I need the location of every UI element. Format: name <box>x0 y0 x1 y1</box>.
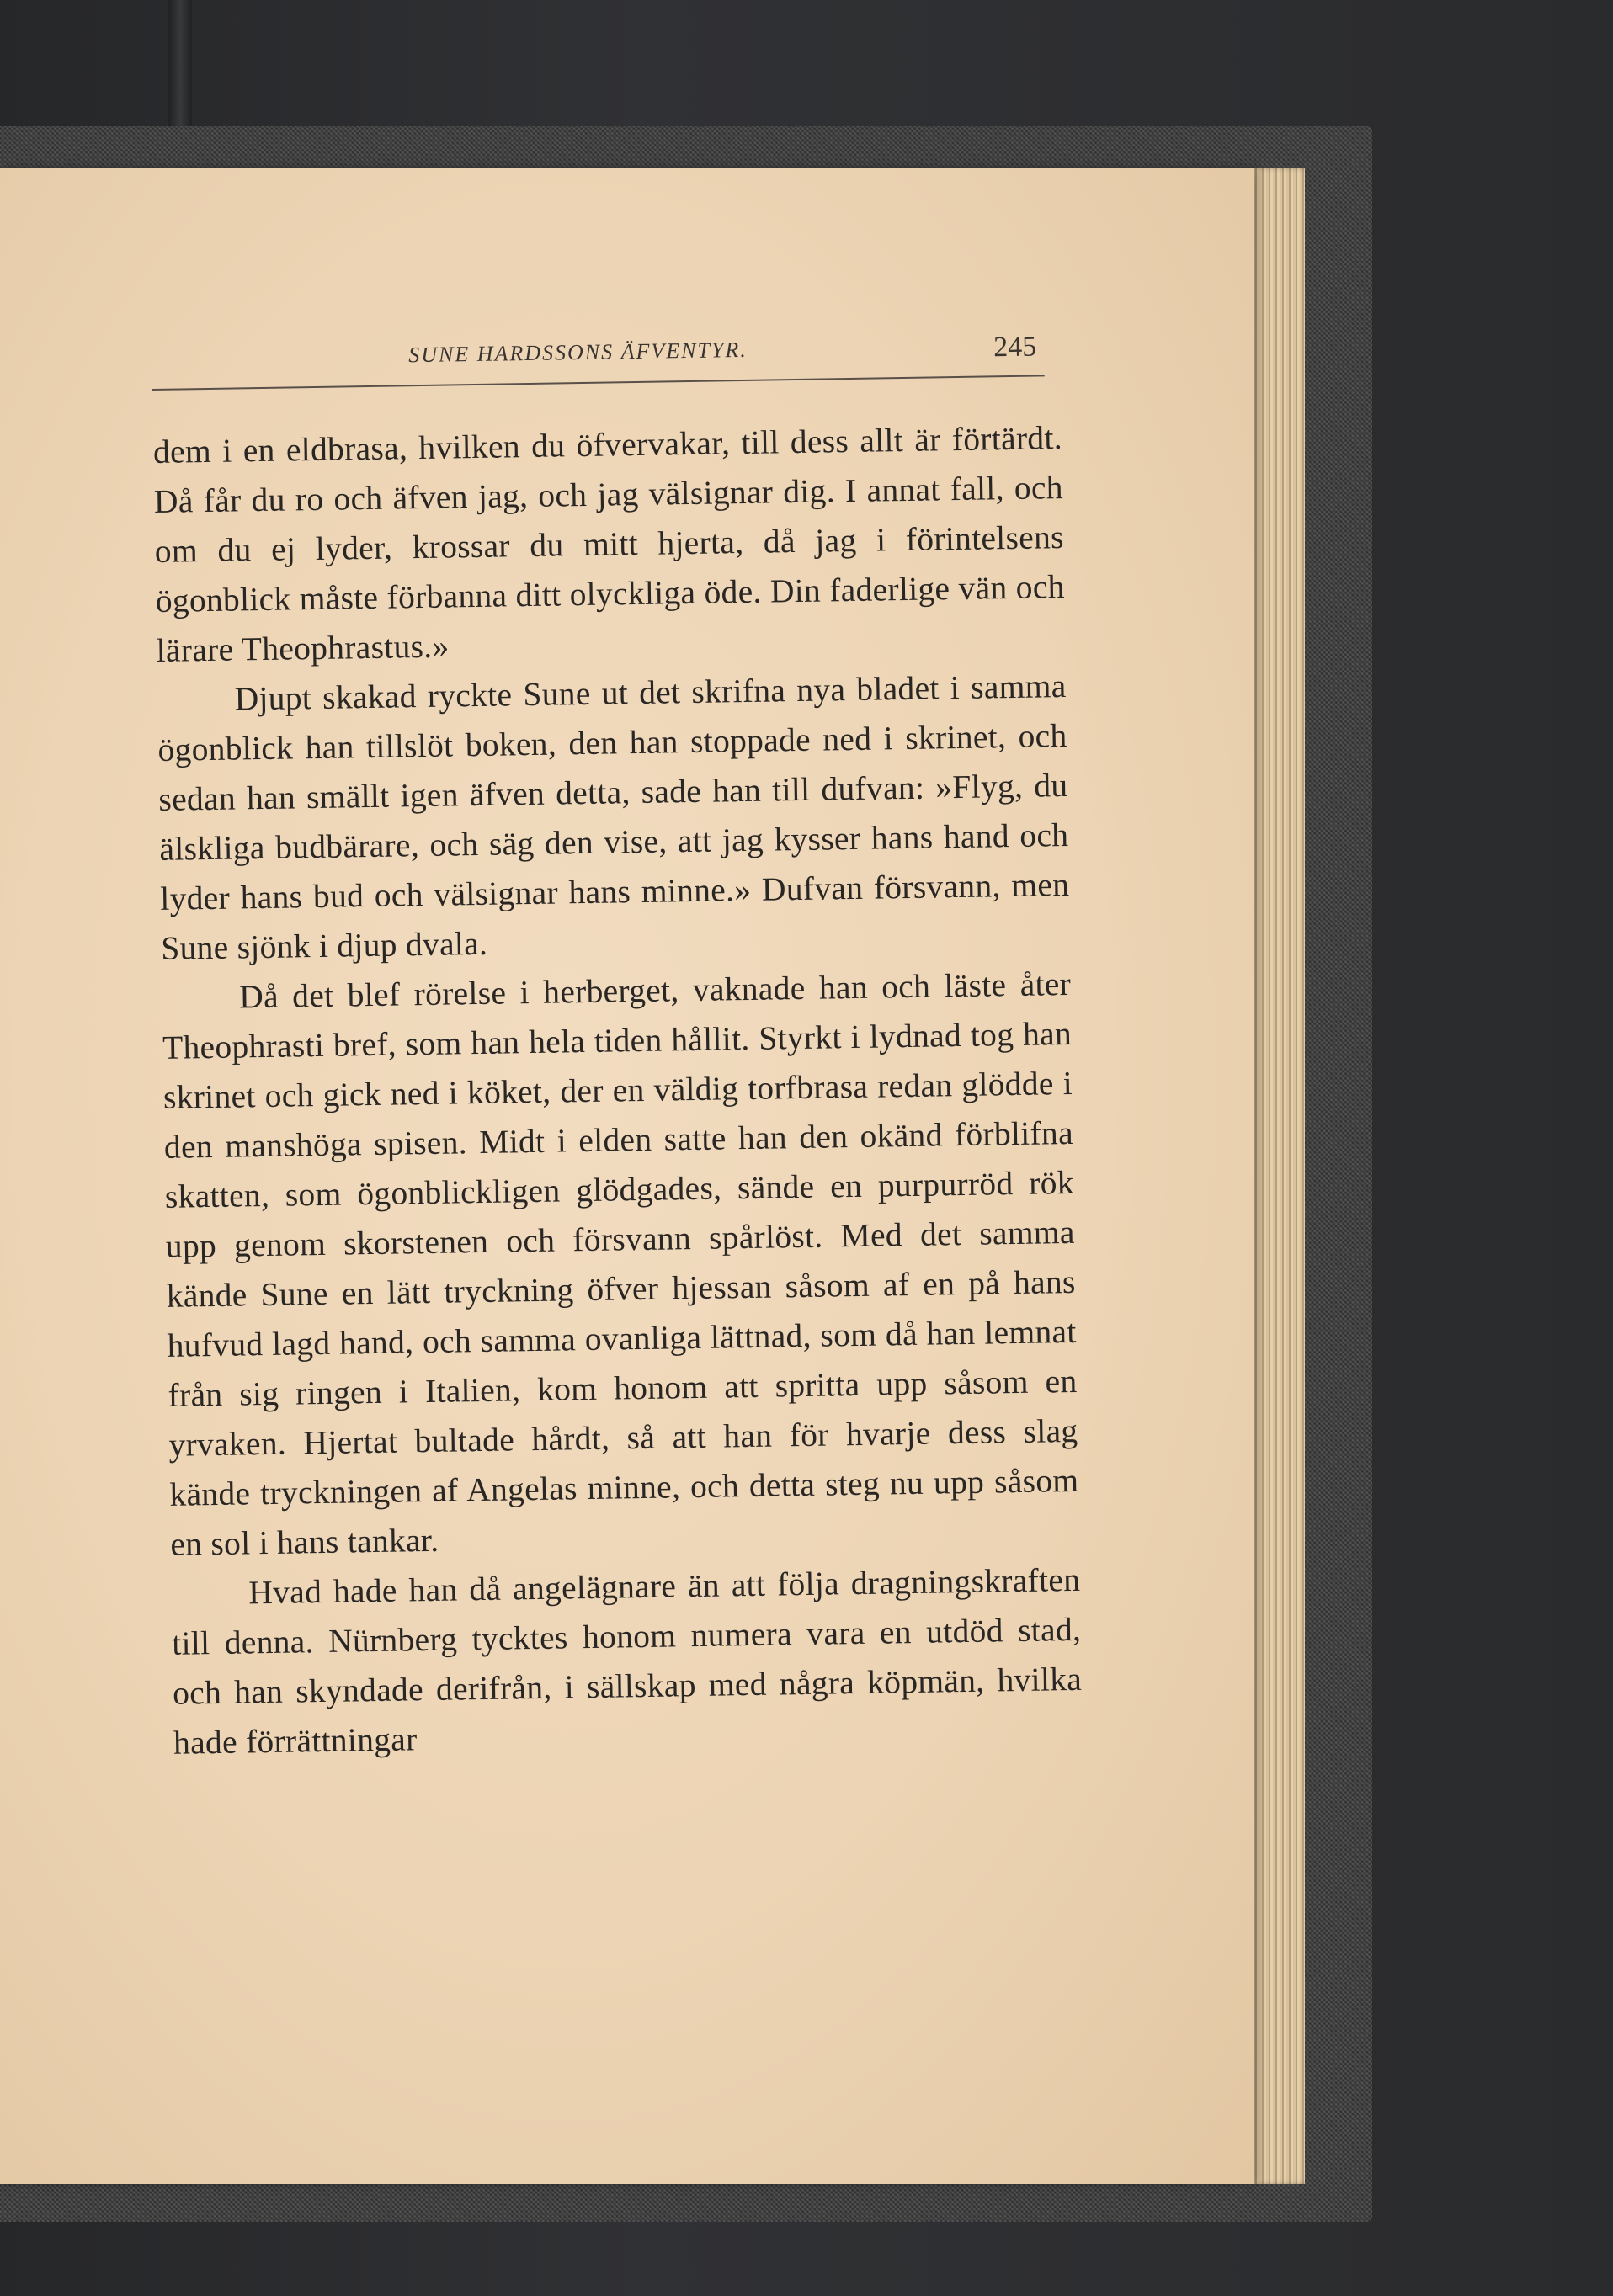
page-content <box>152 331 1099 1768</box>
body-text <box>152 390 1099 1768</box>
book-spine <box>168 0 192 135</box>
paragraph: dem i en eldbrasa, hvilken du öfvervakar, till dess allt är förtärdt. Då får du ro och äfven jag, och jag välsignar dig. I annat fall, och om du ej lyder, krossar du mitt hjerta, då jag i förintelsens ögonblick måste förbanna ditt olyckliga öde. Din faderlige vän och lärare Theophrastus.» <box>152 419 1065 669</box>
header-rule <box>152 375 1045 391</box>
paragraph: Då det blef rörelse i herberget, vaknade han och läste åter Theophrasti bref, som han hela tiden hållit. Styrkt i lydnad tog han skrinet och gick ned i köket, der en väldig torfbrasa redan glödde i den manshöga spisen. Midt i elden satte han den okänd förblifna skatten, som ögonblickligen glödgades, sände en purpurröd rök upp genom skorstenen och försvann spårlöst. Med det samma kände Sune en lätt tryckning öfver hjessan såsom af en på hans hufvud lagd hand, och samma ovanliga lättnad, som då han lemnat från sig ringen i Italien, kom honom att spritta upp såsom en yrvaken. Hjertat bultade hårdt, så att han för hvarje dess slag kände tryckningen af Angelas minne, och detta steg nu upp såsom en sol i hans tankar. <box>162 965 1079 1563</box>
running-head: SUNE HARDSSONS ÄFVENTYR. <box>407 337 748 368</box>
paragraph: Hvad hade han då angelägnare än att följa dragningskraften till denna. Nürnberg tycktes honom numera vara en utdöd stad, och han skyndade derifrån, i sällskap med några köpmän, hvilka hade förrättningar <box>171 1560 1083 1762</box>
book-page <box>0 168 1254 2184</box>
page-edges <box>1246 168 1305 2184</box>
paragraph: Djupt skakad ryckte Sune ut det skrifna nya bladet i samma ögonblick han tillslöt boken, den han stoppade ned i skrinet, och sedan han smällt igen äfven detta, sade han till dufvan: »Flyg, du älskliga budbärare, och säg den vise, att jag kysser hans hand och lyder hans bud och välsignar hans minne.» Dufvan försvann, men Sune sjönk i djup dvala. <box>157 667 1070 967</box>
page-number: 245 <box>993 331 1037 364</box>
